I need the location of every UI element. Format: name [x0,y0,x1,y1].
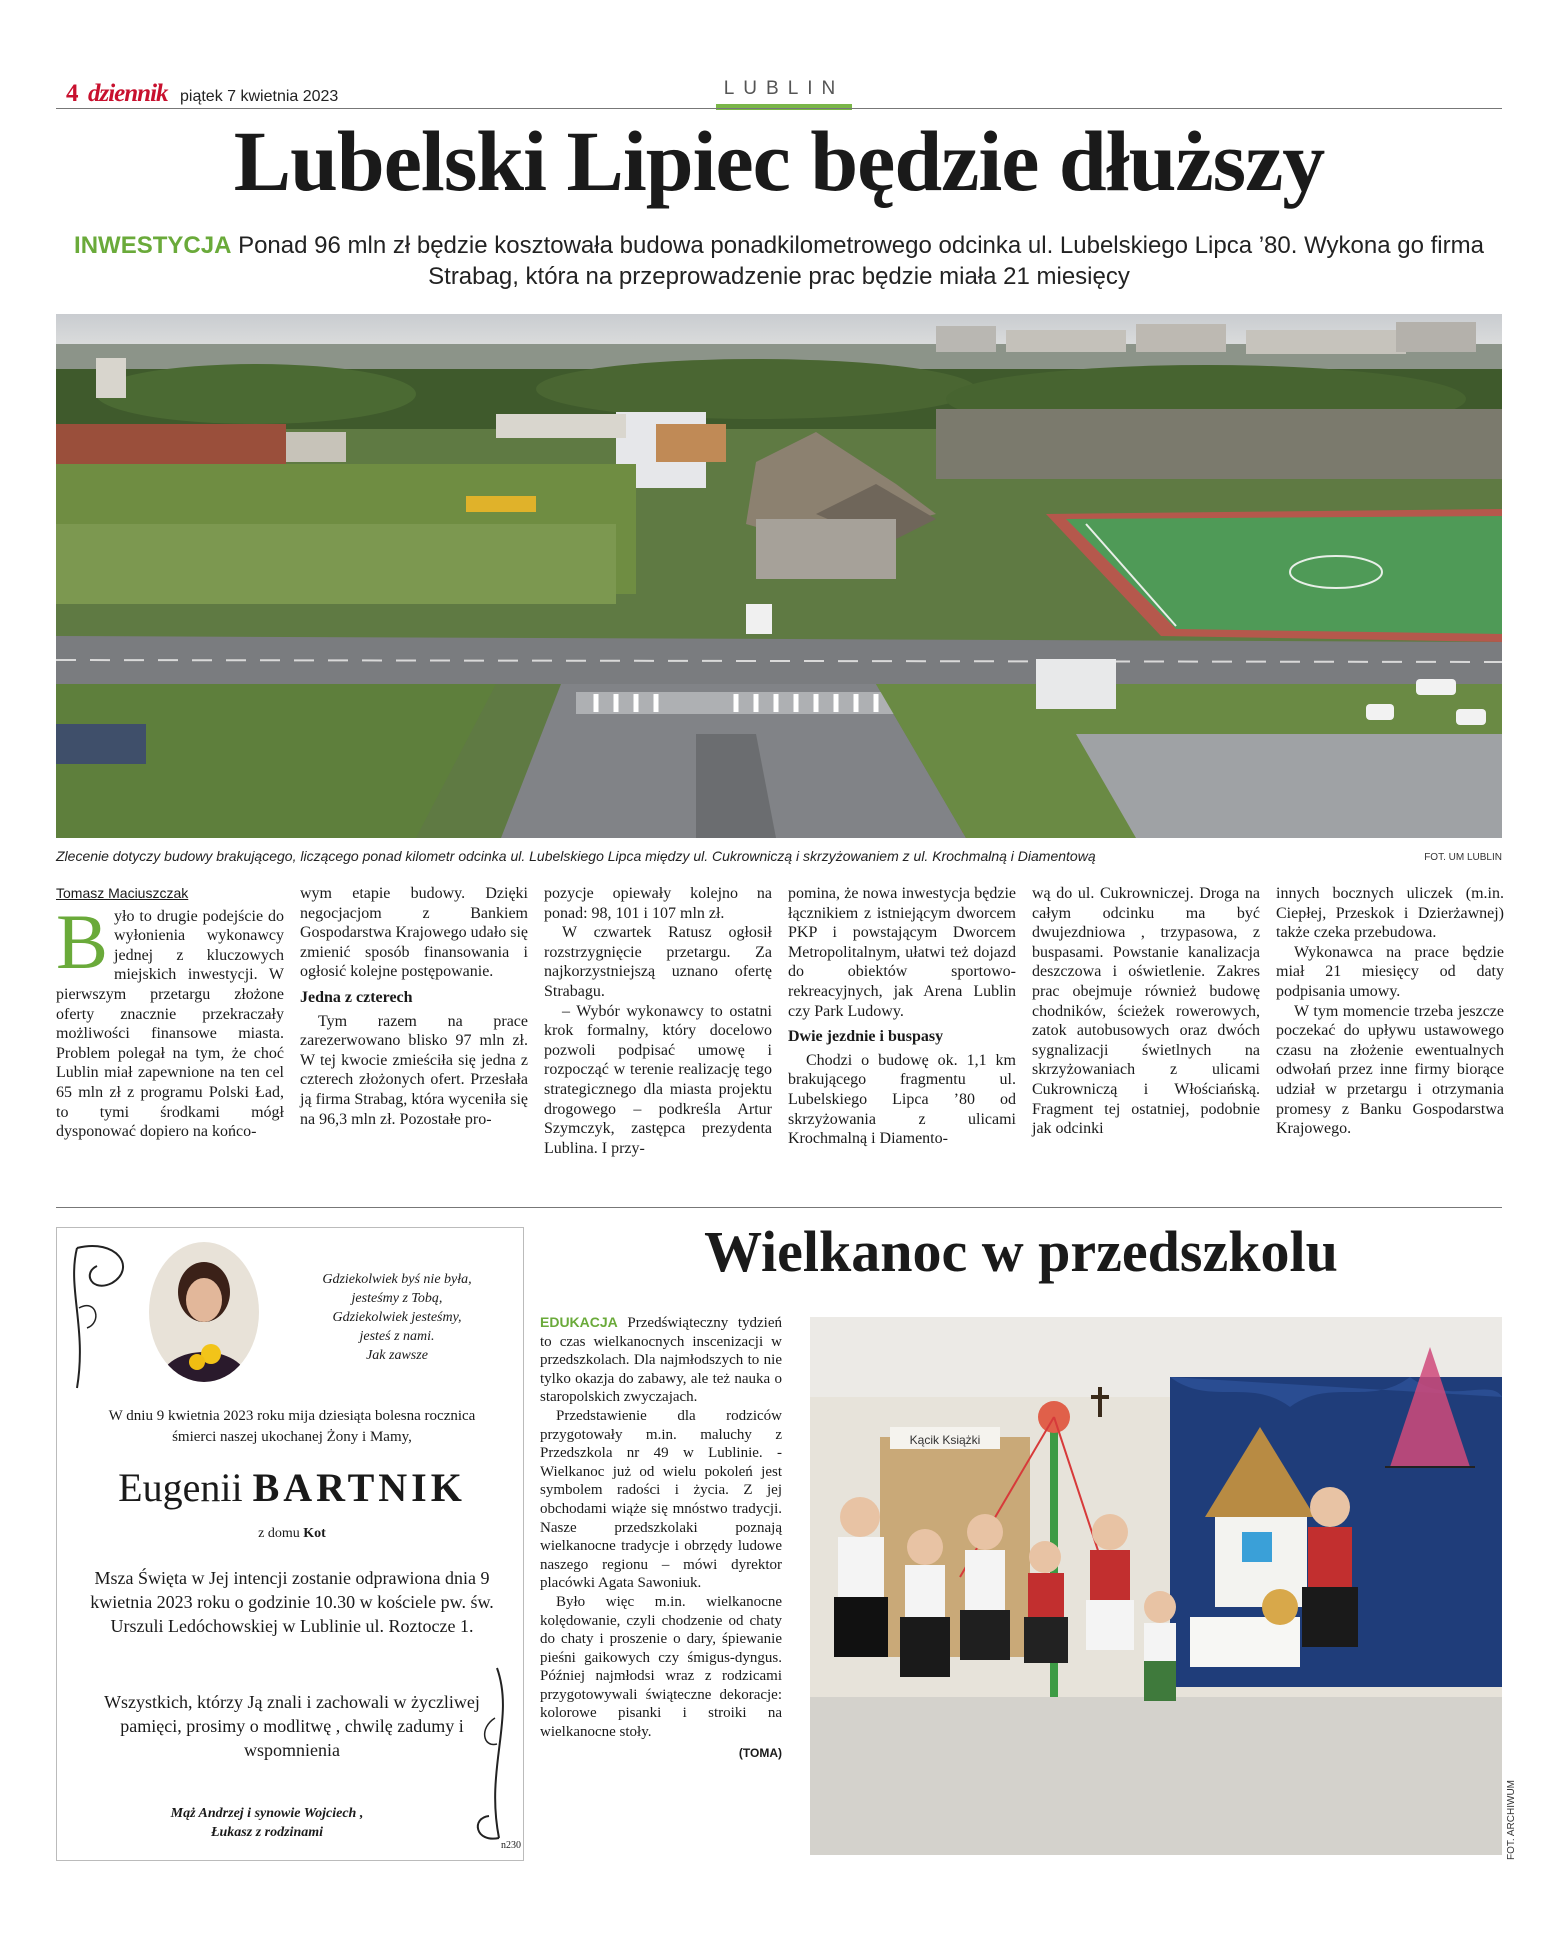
section-divider [56,1207,1502,1208]
story-body [540,1313,782,1762]
drop-cap: B [56,897,109,985]
article-paragraph: Chodzi o budowę ok. 1,1 km brakującego fragmentu ul. Lubelskiego Lipca ’80 od skrzyżowania z ulicami Krochmalną i Diamento- [788,1051,1016,1148]
section-label: LUBLIN [723,78,845,99]
article-paragraph: innych bocznych uliczek (m.in. Ciepłej, Przeskok i Dzierżawnej) także czeka przebudowa. [1276,885,1504,942]
aerial-construction-photo [56,314,1502,838]
story-paragraph [540,1313,782,1407]
story-headline: Wielkanoc w przedszkolu [704,1219,1338,1284]
article-paragraph: pozycje opiewały kolejno na ponad: 98, 101 i 107 mln zł. [544,885,772,922]
portrait-photo [149,1242,259,1382]
article-subheading: Jedna z czterech [300,988,413,1006]
article-paragraph: Tym razem na prace zarezerwowano blisko 97 mln zł. W tej kwocie zmieściła się jedna z czterech złożonych ofert. Przesłała ją firma Strabag, która wyceniła się na 96,3 mln zł. Pozostałe pro- [300,1012,528,1128]
story-paragraph: Było więc m.in. wielkanocne kolędowanie, czyli chodzenie od chaty do chaty i proszenie o dary, śpiewanie pieśni gaikowych czy śmigus-dyngus. Później najmłodsi wraz z rodzicami przygotowywali świąteczne dekoracje: kolorowe pisanki i stroiki na wielkanocne stoły. [540,1593,782,1741]
lead-paragraph [56,230,1502,292]
first-name: Eugenii [118,1465,243,1510]
signature-line: Łukasz z rodzinami [210,1825,324,1840]
article-paragraph: – Wybór wykonawcy to ostatni krok formalny, który docelowo pozwoli podpisać umowę i rozpocząć w terenie realizację tego strategicznego dla miasta projektu drogowego – podkreśla Artur Szymczyk, zastępca prezydenta Lublina. I przy- [544,1002,772,1157]
maiden-surname: Kot [303,1526,326,1541]
article-body [56,884,1502,1206]
article-column-5 [1032,884,1260,1139]
poem-line: jesteś z nami. [359,1329,435,1344]
article-column-1 [56,884,284,1142]
photo-caption: Zlecenie dotyczy budowy brakującego, liczącego ponad kilometr odcinka ul. Lubelskiego Lipca między ul. Cukrowniczą i skrzyżowaniem z ul. Krochmalną i Diamentową [56,848,1096,864]
article-paragraph: W tym momencie trzeba jeszcze poczekać do upływu ustawowego czasu na złożenie ewentualnych odwołań przez inne firmy biorące udział w przetargu i otrzymania promesy z Banku Gospodarstwa Krajowego. [1276,1002,1504,1138]
maiden-name [77,1526,507,1542]
section-underline [716,104,852,110]
article-paragraph: pomina, że nowa inwestycja będzie łącznikiem z istniejącym dworcem PKP i powstającym Dworcem Metropolitalnym, ułatwi też dojazd do obiektów sportowo-rekreacyjnych, jak Arena Lublin czy Park Ludowy. [788,885,1016,1020]
ornament-top [57,1228,147,1398]
issue-date: piątek 7 kwietnia 2023 [180,88,339,105]
story-text: Przedświąteczny tydzień to czas wielkanocnych inscenizacji w przedszkolach. Dla najmłodszych to nie tylko okazja do zabawy, ale też nauka o staropolskich zwyczajach. [540,1315,782,1406]
kindergarten-easter-photo [810,1317,1502,1855]
poem-line: Jak zawsze [366,1348,428,1363]
story-signoff: (TOMA) [738,1745,782,1760]
mass-info: Msza Święta w Jej intencji zostanie odprawiona dnia 9 kwietnia 2023 roku o godzinie 10.30 w kościele pw. św. Urszuli Ledóchowskiej w Lublinie ul. Roztocze 1. [90,1568,494,1636]
photo2-credit: FOT. ARCHIWUM [1506,1780,1517,1860]
obituary-poem [287,1270,507,1365]
lead-kicker: INWESTYCJA [74,232,232,259]
article-column-6 [1276,884,1504,1139]
article-column-4 [788,884,1016,1149]
ornament-bottom [475,1658,519,1848]
deceased-name [77,1464,507,1511]
obituary-intro: W dniu 9 kwietnia 2023 roku mija dziesiąta bolesna rocznica śmierci naszej ukochanej Żony i Mamy, [108,1408,476,1445]
obituary-notice [56,1227,524,1861]
maiden-prefix: z domu [258,1526,300,1541]
poem-line: Gdziekolwiek byś nie była, [322,1272,472,1287]
article-paragraph: yło to drugie podejście do wyłonienia wykonawcy jednej z kluczowych miejskich inwestycji. W pierwszym przetargu złożone oferty znacznie przekraczały możliwości finansowe miasta. Problem polegał na tym, że choć Lublin miał zapewnione na ten cel 65 mln zł z programu Polski Ład, to tymi środkami mógł dysponować dopiero na końco- [56,907,284,1141]
poem-line: Gdziekolwiek jesteśmy, [332,1310,462,1325]
article-column-3 [544,884,772,1158]
page-number: 4 [66,80,79,107]
article-paragraph: W czwartek Ratusz ogłosił rozstrzygnięcie przetargu. Za najkorzystniejszą uznano ofertę Strabagu. [544,924,772,1000]
story-kicker: EDUKACJA [540,1314,618,1330]
photo-credit: FOT. UM LUBLIN [1424,852,1502,863]
poem-line: jesteśmy z Tobą, [351,1291,443,1306]
obituary-thanks: Wszystkich, którzy Ją znali i zachowali w życzliwej pamięci, prosimy o modlitwę , chwilę zadumy i wspomnienia [104,1692,480,1760]
header-rule [56,108,1502,109]
story-paragraph: Przedstawienie dla rodziców przygotowały m.in. maluchy z Przedszkola nr 49 w Lublinie. - Wielkanoc już od wielu pokoleń jest symbolem radości i życia. Z jej obchodami wiąże się mnóstwo tradycji. Nasze przedszkolaki poznają wielkanocne tradycje i obrzędy ludowe naszego regionu – mówi dyrektor placówki Agata Sawoniuk. [540,1407,782,1592]
signature-line: Mąż Andrzej i synowie Wojciech , [170,1806,364,1821]
lead-text: Ponad 96 mln zł będzie kosztowała budowa ponadkilometrowego odcinka ul. Lubelskiego Lipca ’80. Wykona go firma Strabag, która na przeprowadzenie prac będzie miała 21 miesięcy [238,232,1484,290]
article-paragraph: Wykonawca na prace będzie miał 21 miesięcy od daty podpisania umowy. [1276,943,1504,1000]
main-headline: Lubelski Lipiec będzie dłuższy [233,113,1325,209]
newspaper-logo: dziennik [88,80,168,107]
article-author: Tomasz Maciuszczak [56,885,189,901]
photo-sign-text: Kącik Książki [909,1433,981,1447]
article-subheading: Dwie jezdnie i buspasy [788,1028,944,1046]
last-name: BARTNIK [252,1465,466,1510]
obituary-signature [117,1804,417,1842]
ad-code: n230 [501,1840,521,1851]
article-column-2 [300,884,528,1129]
article-paragraph: wą do ul. Cukrowniczej. Droga na całym odcinku ma być dwujezdniowa , trzypasowa, z buspasami. Powstanie kanalizacja deszczowa i oświetlenie. Zakres prac obejmuje również budowę chodników, ścieżek rowerowych, zatok autobusowych oraz dwóch sygnalizacji świetlnych na skrzyżowaniach z ulicami Cukrowniczą i Włościańską. Fragment tej ostatniej, podobnie jak odcinki [1032,885,1260,1138]
article-paragraph: wym etapie budowy. Dzięki negocjacjom z Bankiem Gospodarstwa Krajowego udało się zmienić sposób finansowania i ogłosić kolejne postępowanie. [300,885,528,981]
